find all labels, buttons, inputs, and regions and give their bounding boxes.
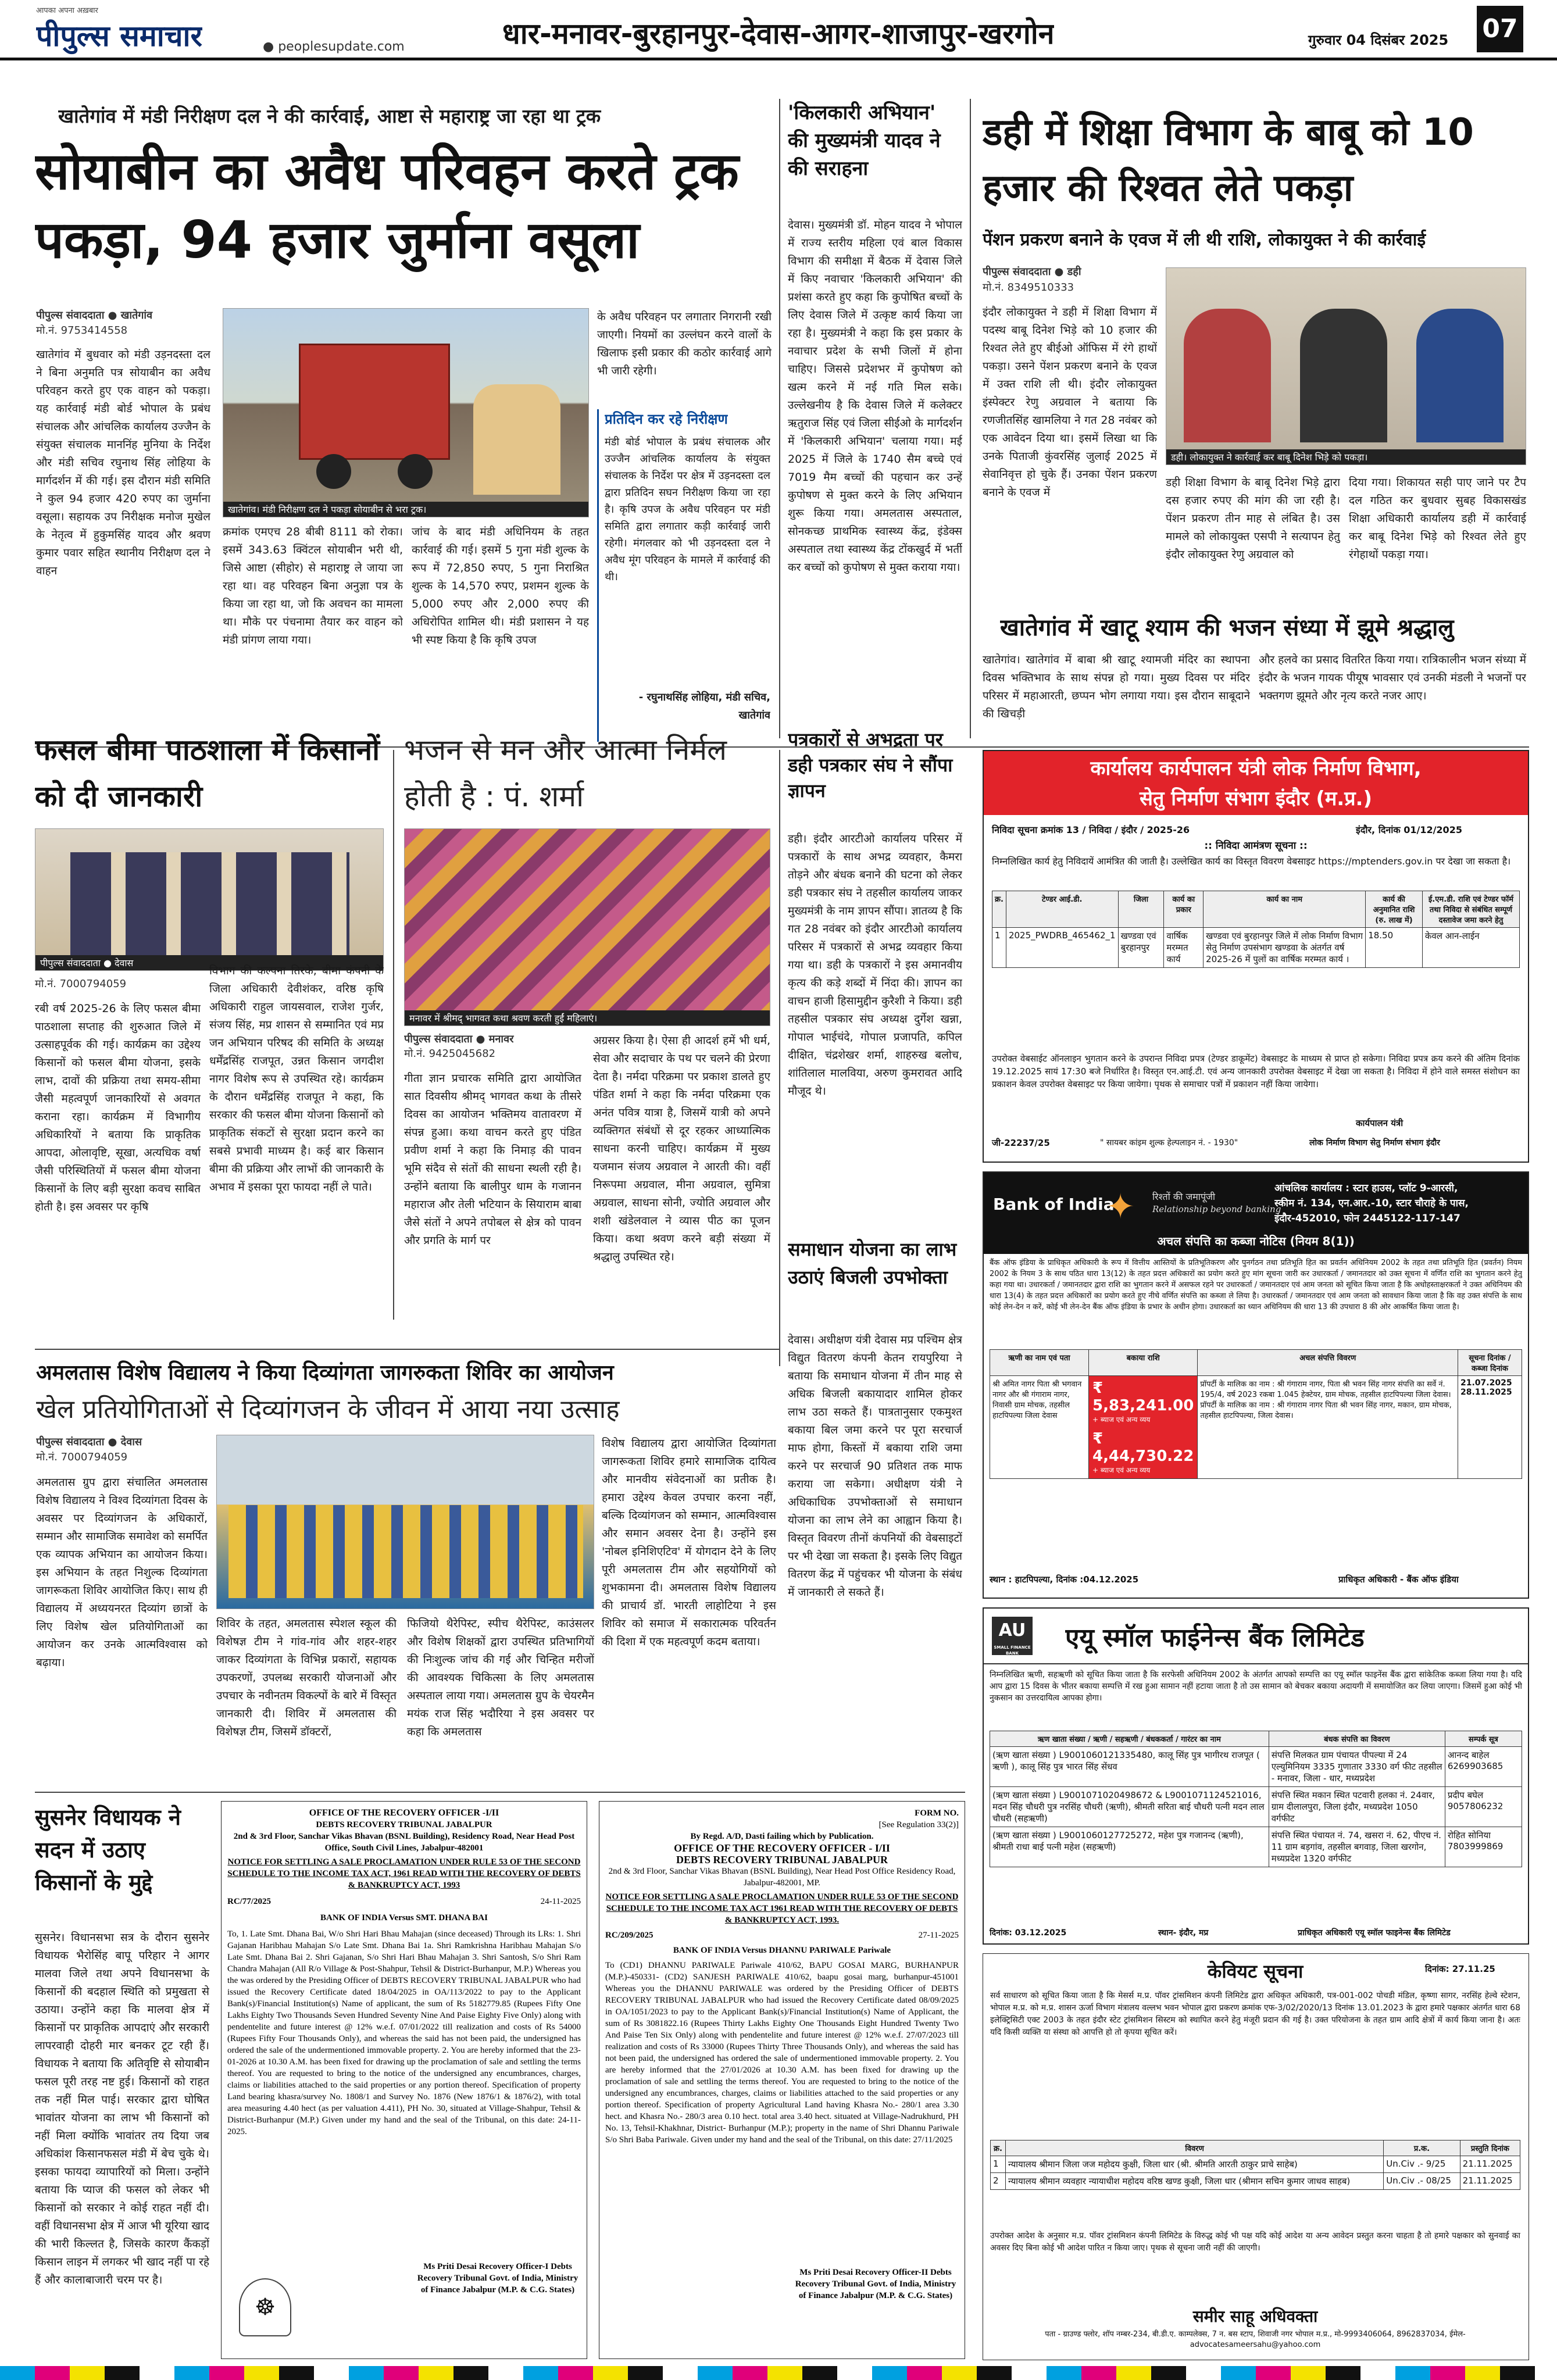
tender-sub: :: निविदा आमंत्रण सूचना :: — [1204, 840, 1308, 852]
boi-tagline-en: Relationship beyond banking — [1152, 1204, 1281, 1214]
a3-headline: डही में शिक्षा विभाग के बाबू को 10 हजार की रिश्वत लेते पकड़ा — [983, 111, 1474, 210]
tender-header-3: कार्य का प्रकार — [1164, 891, 1204, 928]
caveat-cell-0-3: 21.11.2025 — [1460, 2156, 1520, 2173]
table-row — [990, 1787, 1522, 1827]
a10-text: सुसनेर। विधानसभा सत्र के दौरान सुसनेर विधायक भैरोसिंह बापू परिहार ने आगर मालवा जिले तथा अपने विधानसभा के किसानों की बदहाल स्थिति को प्रमुखता से उठाया। उन्होंने कहा कि मालवा क्षेत्र में किसानों पर प्राकृतिक आपदाएं और सरकारी लापरवाही दोहरी मार बनकर टूट रही हैं। विधायक ने बताया कि अतिवृष्टि से सोयाबीन फसल पूरी तरह नष्ट हुई। किसानों को राहत तक नहीं मिल पाई। सरकार द्वारा घोषित भावांतर योजना का लाभ भी किसानों को नहीं मिला क्योंकि भावांतर तय दिया जब अधिकांश किसानफसल मंडी में बेच चुके थे। इसका फायदा व्यापारियों को मिला। उन्होंने बताया कि प्याज की फसल को लेकर भी किसानों को सरकार ने कोई राहत नहीं दी। वहीं विधानसभा क्षेत्र में आज भी यूरिया खाद की भारी किल्लत है, जिसके कारण कैंकड़ों किसान लाइन में लगकर भी खाद नहीं पा रहे हैं और कालाबाजारी चरम पर है। — [35, 1931, 209, 2286]
a3-photo-caption: डही। लोकायुक्त ने कार्रवाई कर बाबू दिनेश भिड़े को पकड़ा। — [1166, 449, 1526, 464]
person-2-shape — [1300, 309, 1387, 442]
table-row — [991, 2156, 1520, 2173]
caveat-header-3: प्रस्तुति दिनांक — [1460, 2140, 1520, 2156]
tender-cell-0-4: खण्डवा एवं बुरहानपुर जिले में लोक निर्माण विभाग सेतु निर्माण उपसंभाग खण्डवा के अंतर्गत वर्ष 2025-26 में पुलों का वार्षिक मरम्मत कार्य । — [1204, 928, 1366, 968]
boi-tagline: रिश्तों की जमापूंजी — [1152, 1191, 1216, 1202]
a5-col1: रबी वर्ष 2025-26 के लिए फसल बीमा पाठशाला सप्ताह की शुरुआत जिले में उत्साहपूर्वक की गई। कार्यक्रम का उद्देश्य किसानों को फसल बीमा योजना, इसके लाभ, दावों की प्रक्रिया तथा समय-सीमा जैसी महत्वपूर्ण जानकारियों से अवगत कराना रहा। कार्यक्रम में विभागीय अधिकारियों ने बताया कि प्राकृतिक आपदा, ओलावृष्टि, सूखा, अत्यधिक वर्षा जैसी परिस्थितियों में फसल बीमा योजना किसानों के लिए बड़ी सुरक्षा कवच साबित होती है। इस अवसर पर कृषि — [35, 1002, 201, 1213]
drt1-body: To, 1. Late Smt. Dhana Bai, W/o Shri Hari Bhau Mahajan (since deceased) Through its LRs: 1. Shri Gajanan Haribhau Mahajan S/o Late Smt. Dhana Bai 1a. Shri Ramkrishna Haribhau Mahajan S/o Late Smt. Dhana Bai 2. Shri Gajanan, S/o Shri Hari Bhau Mahajan 3. Shri Santosh, S/o Shri Ram Chandra Mahajan (All R/o Village & Post-Shahpur, Tehsil & District-Burhanpur, M.P.) Whereas you the was ordered by the Presiding Officer of DEBTS RECOVERY TRIBUNAL JABALPUR who had issued the Recovery Certificate dated 18/04/2025 in OA/113/2022 to pay to the Applicant Bank(s)/Financial Institution(s) Name of applicant, the sum of Rs 5182779.85 (Rupees Fifty One Lakhs Eighty Two Thousands Seven Hundred Seventy Nine And Paise Eighty Five Only) along with pendentelite and future interest @ 12% w.e.f. 07/01/2022 till realization and costs of Rs 54000 (Rupees Fifty Four Thousands Only), and whereas the said has not been paid, the undersigned has ordered the sale of the undermentioned immovable property. 2. You are hereby informed that the 23-01-2026 at 10.30 A.M. has been fixed for drawing up the proclamation of sale and settling the terms thereof. You are requested to bring to the notice of the undersigned any encumbrances, charges, claims or liabilities attached to the said properties or any portion thereof. Specification of property Land bearing khasra/survey No. 1808/1 and Survey No. 1876 (New 1876/1 & 1876/2), with total area measuring 4.40 hect (as per valuation 4.411), PH No. 30, situated at Village-Shahpur, Tehsil & District-Burhanpur (M.P.) Given under my hand and the seal of the Tribunal, on this date: 24-11-2025. — [227, 1929, 581, 2136]
caveat-address: पता - ग्राउण्ड फ्लोर, शॉप नम्बर-234, बी.डी.ए. काम्पलेक्स, 7 न. बस स्टाप, शिवाजी नगर भोपाल म.प्र., मो-9993406064, 8962837034, ईमेल-advocatesameersahu@yahoo.com — [1045, 2330, 1466, 2349]
a5-photo-caption: पीपुल्स संवाददाता ● देवास — [35, 955, 383, 970]
boi-place: स्थान : हाटपिपल्या, दिनांक :04.12.2025 — [990, 1574, 1139, 1585]
au-header-1: बंधक संपत्ति का विवरण — [1269, 1731, 1445, 1747]
boi-sign: प्राधिकृत अधिकारी - बैंक ऑफ इंडिया — [1338, 1574, 1459, 1585]
a6-byline: पीपुल्स संवाददाता ● मनावर — [404, 1033, 514, 1045]
a5-headline: फसल बीमा पाठशाला में किसानों को दी जानकारी — [35, 733, 380, 813]
tender-header-row — [992, 891, 1520, 928]
a2-text: देवास। मुख्यमंत्री डॉ. मोहन यादव ने भोपाल में राज्य स्तरीय महिला एवं बाल विकास विभाग की समीक्षा में बैठक में देवास जिले में किए नवाचार 'किलकारी अभियान' की प्रशंसा करते हुए कहा कि कुपोषित बच्चों के लिए देवास जिले में उत्कृष्ट कार्य किया जा रहा है। मुख्यमंत्री ने कहा कि इस प्रकार के नवाचार प्रदेश के सभी जिलों में होना चाहिए। जिससे प्रदेशभर में कुपोषण को खत्म करने में नई गति मिल सके। उल्लेखनीय है कि देवास जिले में कलेक्टर ऋतुराज सिंह एवं जिला सीईओ के मार्गदर्शन में 'किलकारी अभियान' चलाया गया। मई 2025 में जिले के 1740 सैम बच्चे एवं 7019 मैम बच्चों की पहचान कर उन्हें कुपोषण से मुक्त करने के लिए अभियान शुरू किया गया। अमलतास अस्पताल, सोनकच्छ प्राथमिक स्वास्थ्य केंद्र, इंडेक्स अस्पताल तथा स्वास्थ्य केंद्र टोंकखुर्द में भर्ती कर बच्चों को कुपोषण से मुक्त कराया गया। — [788, 219, 962, 574]
a9-headline: खेल प्रतियोगिताओं से दिव्यांगजन के जीवन में आया नया उत्साह — [36, 1395, 620, 1424]
caveat-header-2: प्र.क. — [1384, 2140, 1460, 2156]
website-link[interactable] — [263, 40, 405, 54]
caveat-notice — [983, 1953, 1529, 2360]
drt1-sign: Ms Priti Desai Recovery Officer-I Debts Recovery Tribunal Govt. of India, Ministry of Finance Jabalpur (M.P. & C.G. States) — [417, 2262, 578, 2295]
au-sign: प्राधिकृत अधिकारी एयू स्मॉल फाइनेन्स बैंक लिमिटेड — [1298, 1928, 1451, 1938]
tender-cell-0-2: खण्डवा एवं बुरहानपुर — [1118, 928, 1164, 968]
a3-col1: इंदौर लोकायुक्त ने डही में शिक्षा विभाग में पदस्थ बाबू दिनेश भिड़े को 10 हजार की रिश्वत लेते हुए बीईओ ऑफिस में रंगे हाथों पकड़ा। उसने पेंशन प्रकरण बनाने के एवज में उक्त राशि ली थी। इंदौर लोकायुक्त इंस्पेक्टर रेणु अग्रवाल ने बताया कि रणजीतसिंह खामलिया ने गत 28 नवंबर को एक आवेदन दिया था। इसमें लिखा था कि उनके पिताजी कुंवरसिंह जुलाई 2025 में सेवानिवृत्त हो चुके हैं। उनका पेंशन प्रकरण बनाने के एवज में — [983, 306, 1157, 499]
a3-photo — [1166, 267, 1526, 465]
tender-header-0: क्र. — [992, 891, 1006, 928]
a6-headline: भजन से मन और आत्मा निर्मल होती है : पं. शर्मा — [404, 733, 727, 813]
a6-photo — [404, 828, 770, 1026]
a6-mobile: मो.नं. 9425045682 — [404, 1048, 496, 1060]
boi-header-1: बकाया राशि — [1089, 1350, 1198, 1376]
au-header-0: ऋण खाता संख्या / ऋणी / सहऋणी / बंधककर्ता / गारंटर का नाम — [990, 1731, 1269, 1747]
drt-notice-1 — [221, 1801, 587, 2359]
tender-code: जी-22237/25 — [992, 1138, 1050, 1148]
a1-photo — [223, 308, 589, 517]
boi-amount-1-note: + ब्याज एवं अन्य व्यय — [1092, 1416, 1151, 1424]
students-shape — [228, 1505, 583, 1598]
a1-col4: के अवैध परिवहन पर लगातार निगरानी रखी जाएगी। नियमों का उल्लंघन करने वालों के खिलाफ इसी प्रकार की कठोर कार्रवाई आगे भी जारी रहेगी। — [597, 310, 772, 377]
drt2-sub3: NOTICE FOR SETTLING A SALE PROCLAMATION UNDER RULE 53 OF THE SECOND SCHEDULE TO THE INCOME TAX ACT 1961 READ WITH THE RECOVERY OF DEBTS & BANKRUPTCY ACT, 1993. — [605, 1892, 959, 1925]
boi-header — [984, 1173, 1528, 1254]
boi-address1: आंचलिक कार्यालय : स्टार हाउस, प्लॉट 9-आरसी, — [1274, 1182, 1458, 1194]
au-cell-0-1: संपत्ति मिलकत ग्राम पंचायत पीपल्या में 24 एल्युमिनियम 3335 गुणातार 3330 वर्ग फीट तहसील - मनावर, जिला - धार, मध्यप्रदेश — [1269, 1747, 1445, 1787]
a5-col2: विभाग की कल्पना तिरके, बीमा कंपनी के जिला अधिकारी देवीशंकर, वरिष्ठ कृषि अधिकारी राहुल जायसवाल, राजेश गुर्जर, संजय सिंह, मप्र शासन से सम्मानित एवं मप्र जन अभियान परिषद की समिति के अध्यक्ष धर्मेंद्रसिंह राजपूत, उन्नत किसान जगदीश नागर विशेष रूप से उपस्थित रहे। कार्यक्रम के दौरान धर्मेंद्रसिंह राजपूत ने कहा, कि सरकार की फसल बीमा योजना किसानों को प्राकृतिक संकटों से सुरक्षा प्रदान करने का सबसे प्रभावी माध्यम है। कई बार किसान बीमा की प्रक्रिया और लाभों की जानकारी के अभाव में इसका पूरा फायदा नहीं ले पाते। — [209, 964, 384, 1193]
person-1-shape — [1184, 309, 1271, 442]
caveat-cell-1-3: 21.11.2025 — [1460, 2173, 1520, 2190]
tender-slogan: " सायबर कांइम शुल्क हेल्पलाइन नं. - 1930" — [1100, 1138, 1238, 1148]
a7-headline: पत्रकारों से अभद्रता पर डही पत्रकार संघ ने सौंपा ज्ञापन — [788, 728, 953, 802]
tender-footer: उपरोक्त वेबसाईट ऑनलाइन भुगतान करने के उपरान्त निविदा प्रपत्र (टेण्डर डाकूमेंट) वेबसाइट के माध्यम से प्राप्त हो सकेगा। निविदा प्रपत्र क्रय करने की अंतिम दिनांक 19.12.2025 सायं 17:30 बजे निर्धारित है। विस्तृत एन.आई.टी. एवं अन्य जानकारी उपरोक्त वेबसाइट में देखा जा सकता है। निविदा में होने वाले समस्त संशोधन का प्रकाशन केवल उपरोक्त वेबसाइट पर किया जायेगा। पृथक से समाचार पत्रों में प्रकाशन नहीं किया जायेगा। — [992, 1053, 1520, 1089]
masthead — [0, 0, 1557, 60]
drt2-parties: BANK OF INDIA Versus DHANNU PARIWALE Pariwale — [673, 1946, 891, 1955]
truck-wheel-left — [316, 454, 351, 489]
boi-notice — [983, 1171, 1529, 1599]
tender-ref: निविदा सूचना क्रमांक 13 / निविदा / इंदौर / 2025-26 — [992, 824, 1190, 835]
drt1-parties: BANK OF INDIA Versus SMT. DHANA BAI — [320, 1913, 488, 1922]
au-date: दिनांक: 03.12.2025 — [990, 1928, 1067, 1938]
logo-tagline: आपका अपना अख़बार — [36, 6, 98, 15]
a3-mobile: मो.नं. 8349510333 — [983, 281, 1074, 294]
tender-header-1: टेण्डर आई.डी. — [1006, 891, 1118, 928]
au-logo-text: AU — [998, 1620, 1026, 1641]
government-emblem-icon: ☸ — [239, 2278, 291, 2336]
au-header-row — [990, 1731, 1522, 1747]
tender-title1: कार्यालय कार्यपालन यंत्री लोक निर्माण विभाग, — [1090, 757, 1422, 780]
caveat-title: केवियट सूचना — [1207, 1960, 1304, 1982]
tender-cell-0-5: 18.50 — [1366, 928, 1423, 968]
drt2-rc: RC/209/2025 — [605, 1931, 653, 1940]
a3-subhead: पेंशन प्रकरण बनाने के एवज में ली थी राशि, लोकायुक्त ने की कार्रवाई — [983, 230, 1426, 250]
drt2-sign: Ms Priti Desai Recovery Officer-II Debts Recovery Tribunal Govt. of India, Ministry of Finance Jabalpur (M.P. & C.G. States) — [795, 2268, 956, 2300]
table-row — [991, 2173, 1520, 2190]
person-3-shape — [1416, 309, 1504, 442]
tender-cell-0-1: 2025_PWDRB_465462_1 — [1006, 928, 1118, 968]
boi-table — [990, 1349, 1522, 1479]
a6-col1: गीता ज्ञान प्रचारक समिति द्वारा आयोजित सात दिवसीय श्रीमद् भागवत कथा के तीसरे दिवस का आयोजन भक्तिमय वातावरण में संपन्न हुआ। कथा वाचन करते हुए पंडित प्रवीण शर्मा ने कहा कि निमाड़ की पावन भूमि संदैव से संतों की साधना स्थली रही है। उन्होंने बताया कि बालीपुर धाम के गजानन महाराज और तेली भटियान के सियाराम बाबा जैसे संतों ने अपने तपोबल से क्षेत्र को पावन और प्रगति के मार्ग पर — [404, 1072, 581, 1247]
caveat-cell-1-1: न्यायालय श्रीमान व्यवहार न्यायाधीश महोदय वरिष्ठ खण्ड कुक्षी, जिला धार (श्रीमान सचिन कुमार जाधव साहब) — [1006, 2173, 1384, 2190]
boi-amount-2: ₹ 4,44,730.22 — [1092, 1430, 1194, 1465]
a1-sidebox-title: प्रतिदिन कर रहे निरीक्षण — [605, 411, 728, 427]
au-cell-2-1: संपत्ति स्थित पंचायत नं. 74, खसरा नं. 62, पीएच नं. 11 ग्राम बड़गांव, तहसील बगवाड़, जिला खरगोन, मध्यप्रदेश 1320 वर्गफीट — [1269, 1827, 1445, 1867]
drt2-by: By Regd. A/D, Dasti failing which by Publication. — [690, 1832, 874, 1841]
caveat-cell-0-0: 1 — [991, 2156, 1006, 2173]
tender-notice — [983, 750, 1529, 1163]
au-cell-1-1: संपत्ति स्थित मकान स्थित पटवारी हलका नं. 24वार, ग्राम दीलालपुरा, जिला इंदौर, मध्यप्रदेश 1050 वर्गफीट — [1269, 1787, 1445, 1827]
tender-header-6: ई.एम.डी. राशि एवं टेण्डर फॉर्म तथा निविदा से संबंधित सम्पूर्ण दस्तावेज जमा करने हेतु — [1422, 891, 1519, 928]
drt2-title: OFFICE OF THE RECOVERY OFFICER - I/II — [674, 1842, 890, 1854]
tender-header — [984, 751, 1528, 815]
color-registration-strip — [0, 2366, 1557, 2380]
boi-logo: Bank of India — [993, 1195, 1115, 1214]
a10-headline: सुसनेर विधायक ने सदन में उठाए किसानों के मुद्दे — [35, 1804, 181, 1895]
a5-photo — [35, 828, 384, 971]
tender-cell-0-3: वार्षिक मरम्मत कार्य — [1164, 928, 1204, 968]
drt-notice-2 — [599, 1801, 965, 2359]
drt2-date: 27-11-2025 — [918, 1931, 959, 1940]
a9-kicker: अमलतास विशेष विद्यालय ने किया दिव्यांगता जागरुकता शिविर का आयोजन — [36, 1361, 614, 1385]
au-cell-1-2: प्रदीप बघेल 9057806232 — [1445, 1787, 1522, 1827]
table-row — [990, 1747, 1522, 1787]
au-cell-2-0: (ऋण खाता संख्या ) L9001060127725272, महेश पुत्र गजानन्द (ऋणी), श्रीमती राधा बाई पत्नी महेश (सहऋणी) — [990, 1827, 1269, 1867]
a1-sidebox — [597, 409, 772, 742]
a9-col3: फिजियो थैरेपिस्ट, स्पीच थैरेपिस्ट, काउंसलर और विशेष शिक्षकों द्वारा उपस्थित प्रतिभागियों की निःशुल्क जांच की गई और चिन्हित मरीजों की आवश्यक चिकित्सा के लिए अमलतास अस्पताल लाया गया। अमलतास ग्रुप के चेयरमैन मयंक राज सिंह भदौरिया ने इस अवसर पर कहा कि अमलतास — [407, 1617, 594, 1738]
a1-kicker: खातेगांव में मंडी निरीक्षण दल ने की कार्रवाई, आष्टा से महाराष्ट्र जा रहा था ट्रक — [58, 105, 601, 127]
a4-col2: और हलवे का प्रसाद वितरित किया गया। रात्रिकालीन भजन संध्या में इंदौर के भजन गायक पीयूष भावसार एवं उनकी मंडली ने भजनों पर भक्तगण झूमते और नृत्य करते नजर आए। — [1259, 653, 1526, 702]
table-row — [990, 1827, 1522, 1867]
boi-header-2: अचल संपत्ति विवरण — [1198, 1350, 1458, 1376]
drt1-sub3: NOTICE FOR SETTLING A SALE PROCLAMATION UNDER RULE 53 OF THE SECOND SCHEDULE TO THE INCOME TAX ACT, 1961 READ WITH THE RECOVERY OF DEBTS & BANKRUPTCY ACT, 1993 — [227, 1857, 581, 1890]
caveat-table — [990, 2140, 1520, 2190]
boi-address3: इंदौर-452010, फोन 2445122-117-147 — [1274, 1213, 1460, 1224]
a1-col3: जांच के बाद मंडी अधिनियम के तहत कार्रवाई की गई। इसमें 5 गुना मंडी शुल्क के रूप में 72,850 रुपए, 5 गुना निराश्रित शुल्क के 14,570 रुपए, प्रशमन शुल्क के 5,000 रुपए और 2,000 रुपए की अधिरोपित शामिल थी। मंडी प्रशासन ने यह भी स्पष्ट किया है कि कृषि उपज — [412, 526, 589, 646]
au-cell-1-0: (ऋण खाता संख्या ) L9001071020498672 & L9001071124521016, मदन सिंह चौधरी पुत्र नरसिंह चौधरी (ऋणी), श्रीमती सरिता बाई चौधरी पत्नी मदन लाल चौधरी (सहऋणी) — [990, 1787, 1269, 1827]
caveat-cell-0-1: न्यायालय श्रीमान जिला जज महोदय कुक्षी, जिला धार (श्री. श्रीमति आरती ठाकुर प्राचे साहेब) — [1006, 2156, 1384, 2173]
drt2-form: FORM NO. — [915, 1809, 959, 1818]
au-cell-2-2: रोहित सोनिया 7803999869 — [1445, 1827, 1522, 1867]
caveat-cell-1-2: Un.Civ .- 08/25 — [1384, 2173, 1460, 2190]
a1-col2: क्रमांक एमएच 28 बीबी 8111 को रोका। इसमें 343.63 क्विंटल सोयाबीन भरी थी, जिसे आष्टा (सीहोर) से महाराष्ट्र ले जाया जा रहा था। वह परिवहन बिना अनुज्ञा पत्र के किया जा रहा था, जो कि अवचन का मामला था। मौके पर पंचनामा तैयार कर वाहन को मंडी प्रांगण लाया गया। — [223, 526, 403, 646]
tender-intro: निम्नलिखित कार्य हेतु निविदायें आमंत्रित की जाती है। उल्लेखित कार्य का विस्तृत विवरण वेबसाइट https://mptenders.gov.in पर देखा जा सकता है। — [992, 856, 1511, 867]
tender-sign2: लोक निर्माण विभाग सेतु निर्माण संभाग इंदौर — [1309, 1138, 1440, 1148]
globe-icon: ● — [263, 40, 278, 54]
issue-date: गुरुवार 04 दिसंबर 2025 — [1308, 32, 1449, 48]
people-shape — [473, 384, 560, 495]
a1-byline: पीपुल्स संवाददाता ● खातेगांव — [36, 309, 153, 321]
tender-cell-0-6: केवल आन-लाईन — [1422, 928, 1519, 968]
a4-col1: खातेगांव। खातेगांव में बाबा श्री खाटू श्यामजी मंदिर का स्थापना दिवस भक्तिभाव के साथ संपन्न हो गया। मुख्य दिवस पर मंदिर परिसर में महाआरती, छप्पन भोग लगाया गया। इस दौरान साबूदाने की खिचड़ी — [983, 653, 1250, 720]
drt1-sub2: 2nd & 3rd Floor, Sanchar Vikas Bhavan (BSNL Building), Residency Road, Near Head Post Office, South Civil Lines, Jabalpur-482001 — [233, 1832, 575, 1853]
a1-col1: खातेगांव में बुधवार को मंडी उड़नदस्ता दल ने बिना अनुमति पत्र सोयाबीन का अवैध परिवहन करते हुए एक वाहन को पकड़ा। यह कार्रवाई मंडी बोर्ड भोपाल के प्रबंध संचालक और आंचलिक कार्यालय उज्जैन के संयुक्त संचालक माननिंह मुनिया के निर्देश और मंडी सचिव रघुनाथ सिंह लोहिया के मार्गदर्शन में की गई। इस दौरान मंडी समिति ने कुल 94 हजार 420 रुपए का जुर्माना वसूला। सहायक उप निरीक्षक मनोज मुखेल के नेतृत्व में हुकुमसिंह यादव और श्रवण कुमार पवार सहित स्थानीय निरीक्षण दल ने वाहन — [36, 348, 210, 577]
a9-col4: विशेष विद्यालय द्वारा आयोजित दिव्यांगता जागरूकता शिविर हमारे सामाजिक दायित्व और मानवीय संवेदनाओं का प्रतीक है। हमारा उद्देश्य केवल उपचार करना नहीं, बल्कि दिव्यांगजन को सम्मान, आत्मविश्वास और समान अवसर देना है। उन्होंने इस 'नोबल इनिशिएटिव' में योगदान देने के लिए पूरी अमलतास टीम और सहयोगियों को शुभकामना दी। अमलतास विशेष विद्यालय की प्राचार्य डॉ. भारती लाहोटिया ने इस शिविर को समाज में सकारात्मक परिवर्तन की दिशा में एक महत्वपूर्ण कदम बताया। — [602, 1437, 776, 1648]
a9-col1: अमलतास ग्रुप द्वारा संचालित अमलतास विशेष विद्यालय ने विश्व दिव्यांगता दिवस के अवसर पर दिव्यांगजन के अधिकारों, सम्मान और सामाजिक समावेश को समर्पित एक व्यापक अभियान का आयोजन किया। इस अभियान के तहत निशुल्क दिव्यांगता जागरूकता शिविर आयोजित किए। साथ ही विद्यालय में अध्ययनरत दिव्यांग छात्रों के लिए विशेष खेल प्रतियोगिताओं का आयोजन कर उनके आत्मविश्वास को बढ़ाया। — [36, 1476, 208, 1669]
truck-shape — [299, 344, 450, 460]
drt2-body: To (CD1) DHANNU PARIWALE Pariwale 410/62, BAPU GOSAI MARG, BURHANPUR (M.P.)-450331- (CD2) SANJESH PARIWALE 410/62, baapu gosai marg, burhanpur-451001 Whereas you the DHANNU PARIWALE was ordered by the Presiding Officer of DEBTS RECOVERY TRIBUNAL JABALPUR who had issued the Recovery Certificate dated 08/09/2025 in OA/1051/2023 to pay to the Applicant Bank(s)/Financial Institution(s) Name of Applicant, the sum of Rs 3081822.16 (Rupees Thirty Lakhs Eighty One Thousands Eight Hundred Twenty Two And Paise Ten Six Only) along with pendentelite and future interest @ 12% w.e.f. 27/07/2023 till realization and costs of Rs 33000 (Rupees Thirty Three Thousands Only), and whereas the said has not been paid, the undersigned has ordered the sale of undermentioned immovable property. 2. You are hereby informed that the 27/01/2026 at 10.30 A.M. has been fixed for drawing up the proclamation of sale and settling the terms thereof. You are requested to bring to the notice of the undersigned any encumbrances, charges, claims or liabilities attached to the said properties or any portion thereof. Specification of property Agricultural Land having Khasra No.- 280/1 area 3.30 hect. and Khasra No.- 280/3 area 0.10 hect. total area 3.40 hect. situated at Village-Nadrukhurd, PH No. 13, Tehsil-Khakhnar, District- Burhanpur (M.P.); property in the name of Shri Dhannu Pariwale S/o Shri Baba Pariwale. Given under my hand and the seal of the Tribunal, on this date: 27/11/2025 — [605, 1961, 959, 2145]
tender-header-2: जिला — [1118, 891, 1164, 928]
a9-mobile: मो.नं. 7000794059 — [36, 1451, 128, 1463]
caveat-date: दिनांक: 27.11.25 — [1425, 1964, 1495, 1974]
drt1-rc: RC/77/2025 — [227, 1897, 271, 1906]
a5-mobile: मो.नं. 7000794059 — [35, 978, 127, 990]
boi-address2: स्कीम नं. 134, एन.आर.-10, स्टार चौराहे के पास, — [1274, 1198, 1469, 1209]
au-header — [984, 1609, 1528, 1664]
caveat-header-row — [991, 2140, 1520, 2156]
a3-col3: दिया गया। शिकायत सही पाए जाने पर टैप दल गठित कर बुधवार सुबह विकासखंड शिक्षा अधिकारी कार्यालय डही में कार्रवाई कर बाबू दिनेश भिड़े को रिश्वत लेते हुए रंगेहाथों पकड़ा गया। — [1349, 476, 1526, 561]
a3-byline: पीपुल्स संवाददाता ● डही — [983, 266, 1081, 278]
caveat-body: सर्व साधारण को सूचित किया जाता है कि मेसर्स म.प्र. पॉवर ट्रांसमिशन कंपनी लिमिटेड द्वारा अधिकृत अधिकारी, पत्र-001-002 पोचडी मंडिल, कृष्णा सागर, नरसिंह हेल्वे स्टेशन, भोपाल म.प्र. को म.प्र. शासन ऊर्जा विभाग मंत्रालय वल्लभ भवन भोपाल द्वारा प्रकरण क्रमांक एफ-3/02/2020/13 दिनांक 13.01.2023 के द्वारा हमारे पक्षकार अंतर्गत धारा 68 इलेक्ट्रिसिटी एक्ट 2003 के तहत इंदौर स्टेट ट्रांसमिशन सिस्टम को स्थापित करने हेतु मंजूरी प्रदान की गई है। उक्त परियोजना के तहत ग्राम आदि क्षेत्रों में कार्य किया जाना है। अतः यदि किसी व्यक्ति या संस्था को आपत्ति हो तो कृपया सूचित करें। — [990, 1991, 1520, 2037]
drt1-date: 24-11-2025 — [540, 1897, 581, 1906]
website-text: peoplesupdate.com — [278, 40, 405, 54]
caveat-header-1: विवरण — [1006, 2140, 1384, 2156]
boi-header-3: सूचना दिनांक / कब्जा दिनांक — [1458, 1350, 1522, 1376]
tender-header-4: कार्य का नाम — [1204, 891, 1366, 928]
edition-cities: धार-मनावर-बुरहानपुर-देवास-आगर-शाजापुर-खरगोन — [502, 17, 1055, 51]
boi-dates: 21.07.2025 28.11.2025 — [1458, 1376, 1522, 1479]
tender-title2: सेतु निर्माण संभाग इंदौर (म.प्र.) — [1140, 787, 1372, 810]
boi-amount-2-note: + ब्याज एवं अन्य व्यय — [1092, 1466, 1151, 1474]
drt1-title: OFFICE OF THE RECOVERY OFFICER -I/II — [309, 1808, 499, 1818]
officials-shape — [70, 852, 349, 957]
drt2-sub2: 2nd & 3rd Floor, Sanchar Vikas Bhavan (BSNL Building), Near Head Post Office Residency Road, Jabalpur-482001, MP. — [608, 1867, 956, 1888]
a1-sidebox-text: मंडी बोर्ड भोपाल के प्रबंध संचालक और उज्जैन आंचलिक कार्यालय के संयुक्त संचालक के निर्देश पर क्षेत्र में उड़नदस्ता दल द्वारा प्रतिदिन सघन निरीक्षण किया जा रहा है। कृषि उपज के अवैध परिवहन पर मंडी समिति द्वारा लगातार कड़ी कार्रवाई जारी रहेगी। मंगलवार को भी उड़नदस्ता दल ने अवैध मूंग परिवहन के मामले में कार्रवाई की थी। — [605, 436, 770, 583]
a1-photo-caption: खातेगांव। मंडी निरीक्षण दल ने पकड़ा सोयाबीन से भरा ट्रक। — [223, 502, 588, 517]
a1-sidebox-sign: - रघुनाथसिंह लोहिया, मंडी सचिव, खातेगांव — [638, 691, 770, 721]
newspaper-logo: पीपुल्स समाचार — [36, 19, 202, 53]
au-cell-0-0: (ऋण खाता संख्या ) L9001060121335480, कालू सिंह पुत्र भागीरथ राजपूत ( ऋणी ), कालू सिंह पुत्र भारत सिंह सेंधव — [990, 1747, 1269, 1787]
a6-photo-caption: मनावर में श्रीमद् भागवत कथा श्रवण करती हुईं महिलाएं। — [405, 1010, 770, 1025]
a8-headline: समाधान योजना का लाभ उठाएं बिजली उपभोक्ता — [788, 1238, 957, 1288]
star-logo-icon: ✦ — [1106, 1187, 1135, 1227]
page-number: 07 — [1477, 6, 1523, 52]
au-cell-0-2: आनन्द बाहेल 6269903685 — [1445, 1747, 1522, 1787]
boi-title: अचल संपत्ति का कब्जा नोटिस (नियम 8(1)) — [1157, 1234, 1355, 1248]
au-place: स्थान- इंदौर, मप्र — [1158, 1928, 1209, 1938]
au-logo-sub: SMALL FINANCE BANK — [994, 1645, 1031, 1655]
au-body: निम्नलिखित ऋणी, सहऋणी को सूचित किया जाता है कि सरफेसी अधिनियम 2002 के अंतर्गत आपको सम्पत्ति का एयू स्मॉल फाइनेंस बैंक द्वारा सांकेतिक कब्जा लिया गया है। यदि आप द्वारा 15 दिवस के भीतर बकाया सम्पत्ति में रख हुआ सामान नहीं हटाया जाता है तो उस सामान को बेचकर बकाया अदायगी में समायोजित कर लिया जाएगा। जिसमें हुआ कोई भी नुकसान का उत्तरदायित्व आपका होगा। — [990, 1670, 1522, 1703]
boi-property: प्रॉपर्टी के मालिक का नाम : श्री गंगाराम नागर, पिता श्री भवन सिंह नागर संपत्ति का सर्वे नं. 195/4, वर्ष 2023 रकबा 1.045 हेक्टेयर, ग्राम मोचक, तहसील हाटपिपल्या जिला देवास। प्रॉपर्टी के मालिक का नाम : श्री गंगाराम नागर पिता श्री भवन सिंह नागर, मकान, ग्राम मोचक, तहसील हाटपिपल्या, जिला देवास। — [1198, 1376, 1458, 1479]
tender-ref-date: इंदौर, दिनांक 01/12/2025 — [1356, 824, 1462, 835]
drt2-sub1: DEBTS RECOVERY TRIBUNAL JABALPUR — [676, 1854, 888, 1866]
a2-headline: 'किलकारी अभियान' की मुख्यमंत्री यादव ने की सराहना — [788, 101, 941, 180]
a1-headline: सोयाबीन का अवैध परिवहन करते ट्रक पकड़ा, 94 हजार जुर्माना वसूला — [35, 141, 739, 270]
au-bank-notice — [983, 1607, 1529, 1945]
caveat-header-0: क्र. — [991, 2140, 1006, 2156]
caveat-cell-0-2: Un.Civ .- 9/25 — [1384, 2156, 1460, 2173]
a7-text: डही। इंदौर आरटीओ कार्यालय परिसर में पत्रकारों के साथ अभद्र व्यवहार, कैमरा तोड़ने और बंधक बनाने की घटना को लेकर डही पत्रकार संघ ने तहसील कार्यालय जाकर मुख्यमंत्री के नाम ज्ञापन सौंपा। ज्ञातव्य है कि गत 28 नवंबर को इंदौर आरटीओ कार्यालय परिसर में पत्रकारों से अभद्र व्यवहार किया गया था। डही के पत्रकारों ने इस अमानवीय कृत्य की कड़े शब्दों में निंदा की। ज्ञापन का वाचन हाजी हिसामुद्दीन कुरैशी ने किया। डही तहसील पत्रकार संघ अध्यक्ष दुर्गेश खन्ना, गोपाल भाईचंदे, गोपाल प्रजापति, कपिल दीक्षित, चंद्रशेखर शर्मा, शाहरुख बलोच, शांतिलाल मालविया, अरुण कुमरावत आदि मौजूद थे। — [788, 832, 962, 1098]
a9-col2: शिविर के तहत, अमलतास स्पेशल स्कूल की विशेषज्ञ टीम ने गांव-गांव और शहर-शहर जाकर दिव्यांगता के विभिन्न प्रकारों, सहायक उपकरणों, उपलब्ध सरकारी योजनाओं और उपचार के नवीनतम विकल्पों के बारे में विस्तृत जानकारी दी। शिविर में अमलतास की विशेषज्ञ टीम, जिसमें डॉक्टरों, — [216, 1617, 397, 1738]
drt1-sub1: DEBTS RECOVERY TRIBUNAL JABALPUR — [316, 1820, 492, 1829]
caveat-footer: उपरोक्त आदेश के अनुसार म.प्र. पॉवर ट्रांसमिशन कंपनी लिमिटेड के विरुद्ध कोई भी पक्ष यदि कोई आदेश या अन्य आवेदन प्रस्तुत करना चाहता है तो हमारे पक्षकार को सुनवाई का अवसर दिए बिना कोई भी आदेश पारित न किया जाए। पृथक से सूचना जारी नहीं की जाएगी। — [990, 2231, 1520, 2253]
au-header-2: सम्पर्क सूत्र — [1445, 1731, 1522, 1747]
truck-wheel-right — [398, 454, 433, 489]
tender-sign: कार्यपालन यंत्री — [1356, 1118, 1404, 1128]
au-title: एयू स्मॉल फाईनेन्स बैंक लिमिटेड — [1065, 1623, 1365, 1653]
au-logo — [992, 1617, 1033, 1655]
boi-header-row — [990, 1350, 1522, 1376]
a6-col2: अग्रसर किया है। ऐसा ही आदर्श हमें भी धर्म, सेवा और सदाचार के पथ पर चलने की प्रेरणा देता है। नर्मदा परिक्रमा पर प्रकाश डालते हुए पंडित शर्मा ने कहा कि नर्मदा परिक्रमा एक अनंत पवित्र यात्रा है, जिसमें यात्री को अपने व्यक्तिगत संबंधों से दूर रहकर आध्यात्मिक साधना करनी चाहिए। कार्यक्रम में मुख्य यजमान संजय अग्रवाल ने आरती की। वहीं निरूपमा अग्रवाल, मीना अग्रवाल, सुमित्रा अग्रवाल, साधना सोनी, ज्योति अग्रवाल और शशी खंडेलवाल ने व्यास पीठ का पूजन किया। कथा श्रवण करने बड़ी संख्या में श्रद्धालु उपस्थित रहे। — [593, 1034, 770, 1263]
a9-byline: पीपुल्स संवाददाता ● देवास — [36, 1436, 142, 1448]
au-table — [990, 1731, 1522, 1867]
boi-borrower: श्री अमित नागर पिता श्री भगवान नागर और श्री गंगाराम नागर, निवासी ग्राम मोचक, तहसील हाटपिपल्या जिला देवास — [990, 1376, 1089, 1479]
tender-table — [992, 891, 1520, 968]
boi-header-0: ऋणी का नाम एवं पता — [990, 1350, 1089, 1376]
tender-header-5: कार्य की अनुमानित राशि (रु. लाख में) — [1366, 891, 1423, 928]
tender-cell-0-0: 1 — [992, 928, 1006, 968]
a4-headline: खातेगांव में खाटू श्याम की भजन संध्या में झूमे श्रद्धालु — [1000, 614, 1454, 641]
a1-mobile: मो.नं. 9753414558 — [36, 324, 128, 337]
boi-amount-1: ₹ 5,83,241.00 — [1092, 1380, 1194, 1414]
a9-photo — [216, 1435, 594, 1609]
caveat-sign: समीर साहू अधिवक्ता — [1192, 2307, 1318, 2326]
drt2-form-sub: [See Regulation 33(2)] — [879, 1820, 959, 1829]
a3-col2: डही शिक्षा विभाग के बाबू दिनेश भिड़े द्वारा दस हजार रुपए की मांग की जा रही है। पेंशन प्रकरण तीन माह से लंबित है। उस मामले को लोकायुक्त एसपी ने सत्यापन हेतु इंदौर लोकायुक्त रेणु अग्रवाल को — [1166, 476, 1340, 561]
caveat-cell-1-0: 2 — [991, 2173, 1006, 2190]
a8-text: देवास। अधीक्षण यंत्री देवास मप्र पश्चिम क्षेत्र विद्युत वितरण कंपनी केतन रायपुरिया ने बताया कि समाधान योजना में तीन माह से अधिक बिजली बकायादार शामिल होकर लाभ उठा सकते हैं। पात्रतानुसार एकमुश्त बकाया बिल जमा करने पर पूरा सरचार्ज माफ होगा, किस्तों में बकाया राशि जमा करने पर सरचार्ज 90 प्रतिशत तक माफ कराया जा सकेगा। अधीक्षण यंत्री ने अधिकाधिक उपभोक्ताओं से समाधान योजना का लाभ लेने का आह्वान किया है। विस्तृत विवरण तीनों कंपनियों की वेबसाइटों पर भी देखा जा सकता है। इसके लिए विद्युत वितरण केंद्र में पहुंचकर भी योजना के संबंध में जानकारी ले सकते हैं। — [788, 1334, 962, 1599]
boi-body: बैंक ऑफ इंडिया के प्राधिकृत अधिकारी के रूप में वित्तीय आस्तियों के प्रतिभूतिकरण और पुनर्गठन तथा प्रतिभूति हित का प्रवर्तन अधिनियम 2002 के तहत तथा प्रतिभूति हित (प्रवर्तन) नियम 2002 के नियम 3 के साथ पठित धारा 13(12) के तहत प्रदत्त अधिकारों का प्रयोग करते हुए मांग सूचना जारी कर उधारकर्ता / जमानतदार को उक्त सूचना में वर्णित राशि का भुगतान करने हेतु कहा गया था। उधारकर्ता / जमानतदार द्वारा राशि का भुगतान करने में असफल रहने पर उधारकर्ता / जमानतदार एवं आम जनता को सूचित किया जाता है कि अधोहस्ताक्षरकर्ता ने उक्त अधिनियम की धारा 13(4) के तहत प्रदत्त अधिकारों का प्रयोग करते हुए नीचे वर्णित संपत्ति का कब्जा ले लिया है। उधारकर्ता / जमानतदार एवं आम जनता को सावधान किया जाता है कि वह उक्त संपत्ति के साथ कोई लेन-देन न करें, कोई भी लेन-देन बैंक ऑफ इंडिया के प्रभार के अधीन होगा। उधारकर्ता का ध्यान अधिनियम की धारा 13 की उपधारा 8 की ओर आकर्षित किया जाता है। — [990, 1259, 1522, 1311]
table-row — [992, 928, 1520, 968]
